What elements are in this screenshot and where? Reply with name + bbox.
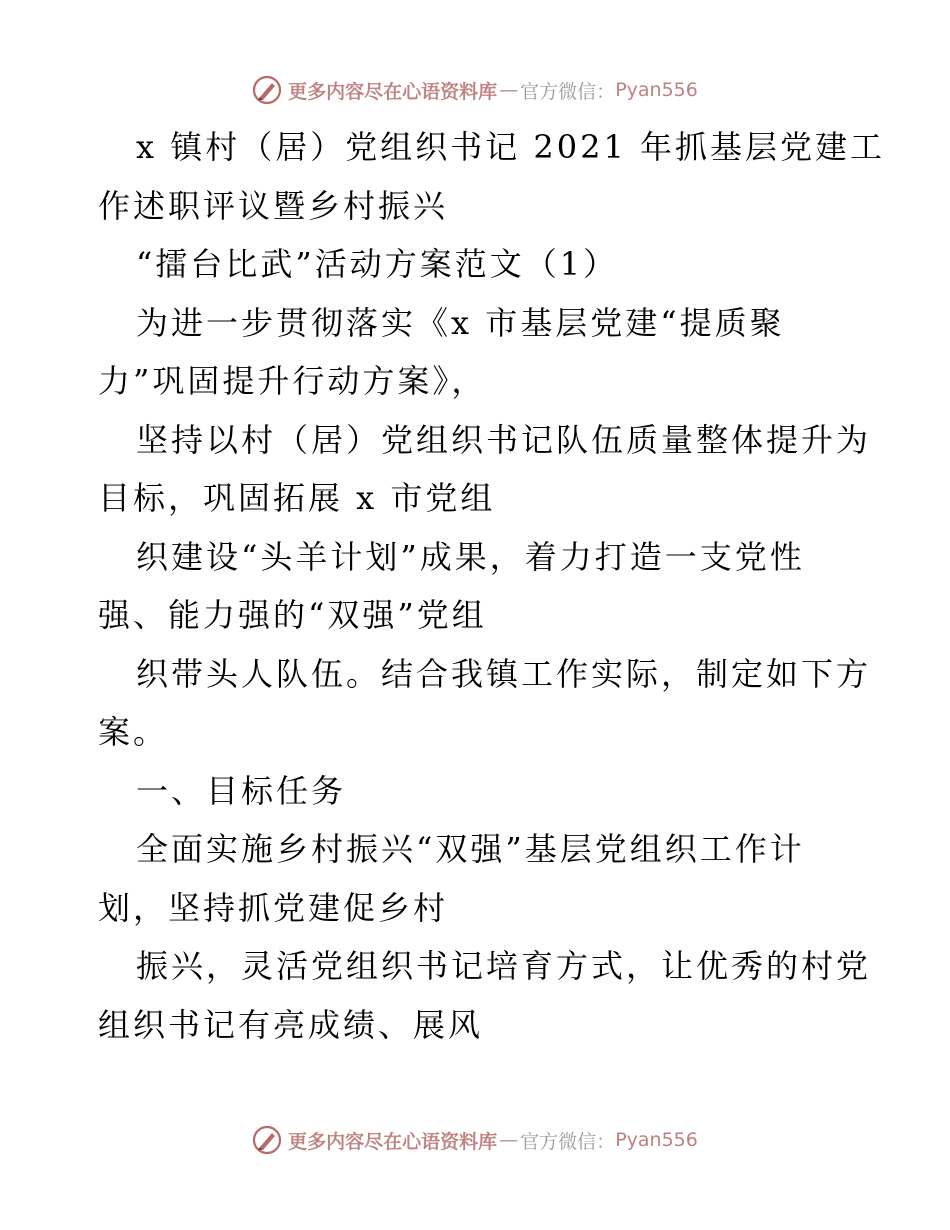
watermark-account: Pyan556 [615,1129,698,1151]
section-heading: 一、目标任务 [136,771,347,810]
text-line: 案。 [98,713,169,751]
watermark-label: 官方微信： [520,1130,616,1153]
text-line: 强、能力强的“双强”党组 [98,596,487,634]
text-line: 作述职评议暨乡村振兴 [98,186,449,225]
header-watermark [0,70,950,110]
pen-logo-icon [252,1125,282,1155]
watermark-brand: 更多内容尽在心语资料库 [288,80,498,103]
text-line: x 镇村（居）党组织书记 2021 年抓基层党建工 [136,128,886,166]
watermark-separator: — [499,1129,519,1151]
watermark-label: 官方微信： [520,80,616,103]
document-body [98,118,886,1054]
text-line: 划，坚持抓党建促乡村 [98,888,449,927]
text-line: 目标，巩固拓展 x 市党组 [98,479,496,517]
watermark-separator: — [499,79,519,101]
watermark-account: Pyan556 [615,79,698,101]
text-line: 织建设“头羊计划”成果，着力打造一支党性 [136,537,805,576]
text-line: 全面实施乡村振兴“双强”基层党组织工作计 [136,830,805,868]
text-line: 织带头人队伍。结合我镇工作实际，制定如下方 [136,654,872,693]
text-line: 组织书记有亮成绩、展风 [98,1005,484,1044]
text-line: 为进一步贯彻落实《x 市基层党建“提质聚 [136,303,785,342]
pen-logo-icon [252,75,282,105]
watermark-brand: 更多内容尽在心语资料库 [288,1130,498,1153]
footer-watermark [0,1120,950,1160]
text-line: 力”巩固提升行动方案》， [98,362,487,400]
text-line: 振兴，灵活党组织书记培育方式，让优秀的村党 [136,947,872,985]
text-line: 坚持以村（居）党组织书记队伍质量整体提升为 [136,420,872,459]
text-line: “擂台比武”活动方案范文（1） [136,245,619,283]
